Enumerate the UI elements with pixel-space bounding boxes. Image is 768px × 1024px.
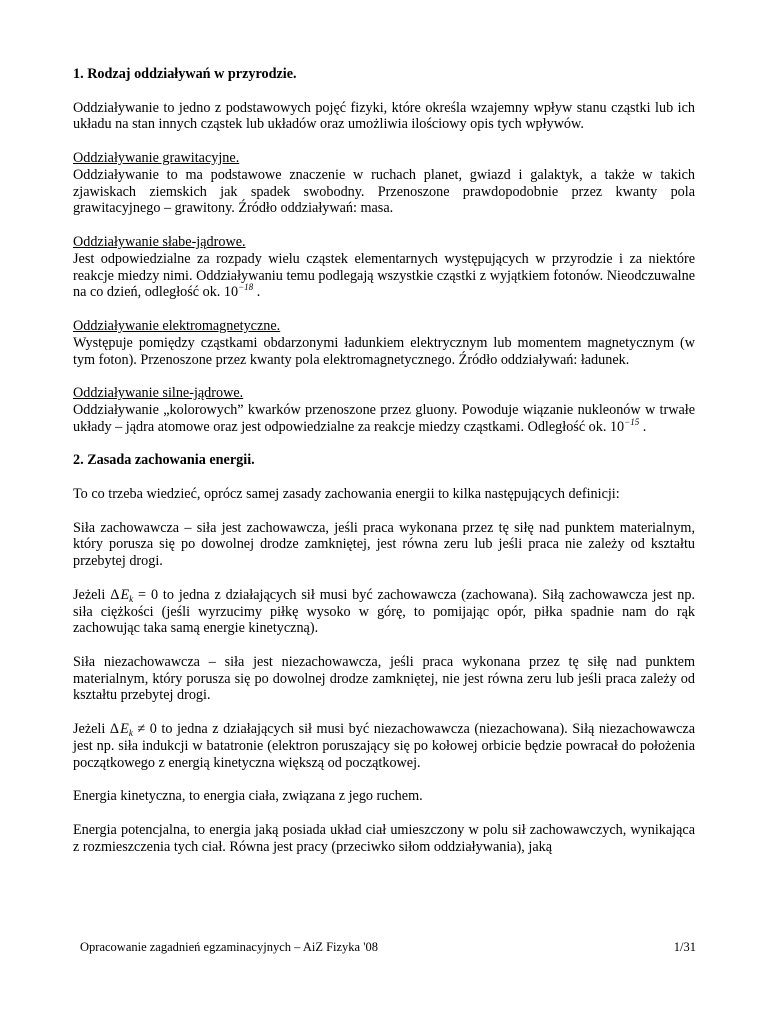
- weak-text: Jest odpowiedzialne za rozpady wielu cząstek elementarnych występujących w przyrodzie i za niektóre reakcje miedzy nimi. Oddziaływaniu temu podlegają wszystkie cząstki z wyjątkiem fotonów. Nieodczuwalne na co dzień, odległość ok.: [73, 250, 695, 301]
- section-1-heading: 1. Rodzaj oddziaływań w przyrodzie.: [73, 66, 297, 82]
- strong-distance: $10^{-15}$: [609, 416, 640, 435]
- gravitational-text: Oddziaływanie to ma podstawowe znaczenie w ruchach planet, gwiazd i galaktyk, a także w takich zjawiskach ziemskich jak spadek swobodny. Przenoszone prawdopodobnie przez kwanty pola grawitacyjnego – grawitony. Źródło oddziaływań: masa.: [73, 166, 695, 217]
- condition-conservative: Jeżeli Δ $E_k = 0$ to jedna z działających sił musi być zachowawcza (zachowana). Siłą zachowawcza jest np. siła ciężkości (jeśli wyrzucimy piłkę wysoko w górę, to pomijając opór, piłka spadnie nam do rąk zachowując taka samą energie kinetyczną).: [73, 586, 695, 637]
- page-footer: [80, 940, 696, 955]
- weak-title: Oddziaływanie słabe-jądrowe.: [73, 233, 246, 250]
- strong-paragraph: Oddziaływanie silne-jądrowe. Oddziaływanie „kolorowych” kwarków przenoszone przez gluony. Powoduje wiązanie nukleonów w trwałe układy – jądra atomowe oraz jest odpowiedzialne za reakcje miedzy cząstkami. Odległość ok. $10^{-15}$ .: [73, 385, 695, 435]
- condition-nonconservative: Jeżeli Δ $E_k \ne 0$ to jedna z działających sił musi być niezachowawcza (niezachowana). Siłą niezachowawcza jest np. siła indukcji w batatronie (elektron poruszający się po kołowej orbicie będzie powracał do położenia początkowego z energią kinetyczna większą od początkowej.: [73, 721, 695, 771]
- conservative-definition: Siła zachowawcza – siła jest zachowawcza, jeśli praca wykonana przez tę siłę nad punktem materialnym, który porusza się po dowolnej drodze zamkniętej, jest równa zeru lub jeśli praca nie zależy od kształtu przebytej drogi.: [73, 519, 695, 570]
- formula-delta-ek-nonzero: Δ $E_k \ne 0$: [109, 721, 157, 739]
- weak-distance: $10^{-18}$: [223, 282, 254, 301]
- section-2-intro: To co trzeba wiedzieć, oprócz samej zasady zachowania energii to kilka następujących definicji:: [73, 485, 620, 502]
- weak-paragraph: Oddziaływanie słabe-jądrowe. Jest odpowiedzialne za rozpady wielu cząstek elementarnych występujących w przyrodzie i za niektóre reakcje miedzy nimi. Oddziaływaniu temu podlegają wszystkie cząstki z wyjątkiem fotonów. Nieodczuwalne na co dzień, odległość ok. $10^{-18}$ .: [73, 233, 695, 301]
- section-1-intro: Oddziaływanie to jedno z podstawowych pojęć fizyki, które określa wzajemny wpływ stanu cząstki lub ich układu na stan innych cząstek lub układów oraz umożliwia ilościowy opis tych wpływów.: [73, 99, 695, 133]
- em-text: Występuje pomiędzy cząstkami obdarzonymi ładunkiem elektrycznym lub momentem magnetycznym (w tym foton). Przenoszone przez kwanty pola elektromagnetycznego. Źródło oddziaływań: ładunek.: [73, 334, 695, 368]
- kinetic-energy-definition: Energia kinetyczna, to energia ciała, związana z jego ruchem.: [73, 788, 423, 805]
- document-body: [73, 66, 695, 872]
- em-title: Oddziaływanie elektromagnetyczne.: [73, 317, 281, 334]
- strong-title: Oddziaływanie silne-jądrowe.: [73, 385, 244, 402]
- potential-energy-definition: Energia potencjalna, to energia jaką posiada układ ciał umieszczony w polu sił zachowawczych, wynikająca z rozmieszczenia tych ciał. Równa jest pracy (przeciwko siłom oddziaływania), jaką: [73, 821, 695, 855]
- footer-title: Opracowanie zagadnień egzaminacyjnych – AiZ Fizyka '08: [80, 940, 378, 954]
- nonconservative-definition: Siła niezachowawcza – siła jest niezachowawcza, jeśli praca wykonana przez tę siłę nad punktem materialnym, który porusza się po dowolnej drodze zamkniętej, nie jest równa zeru lub jeśli praca zależy od kształtu przebytej drogi.: [73, 653, 695, 704]
- em-paragraph: [73, 318, 695, 368]
- formula-delta-ek-zero: Δ $E_k = 0$: [110, 586, 159, 604]
- page-number: 1/31: [673, 940, 696, 954]
- section-2-heading: 2. Zasada zachowania energii.: [73, 452, 255, 469]
- gravitational-paragraph: [73, 150, 695, 217]
- strong-text: Oddziaływanie „kolorowych” kwarków przenoszone przez gluony. Powoduje wiązanie nukleonów w trwałe układy – jądra atomowe oraz jest odpowiedzialne za reakcje miedzy cząstkami. Odległość ok.: [73, 401, 695, 435]
- gravitational-title: Oddziaływanie grawitacyjne.: [73, 149, 240, 166]
